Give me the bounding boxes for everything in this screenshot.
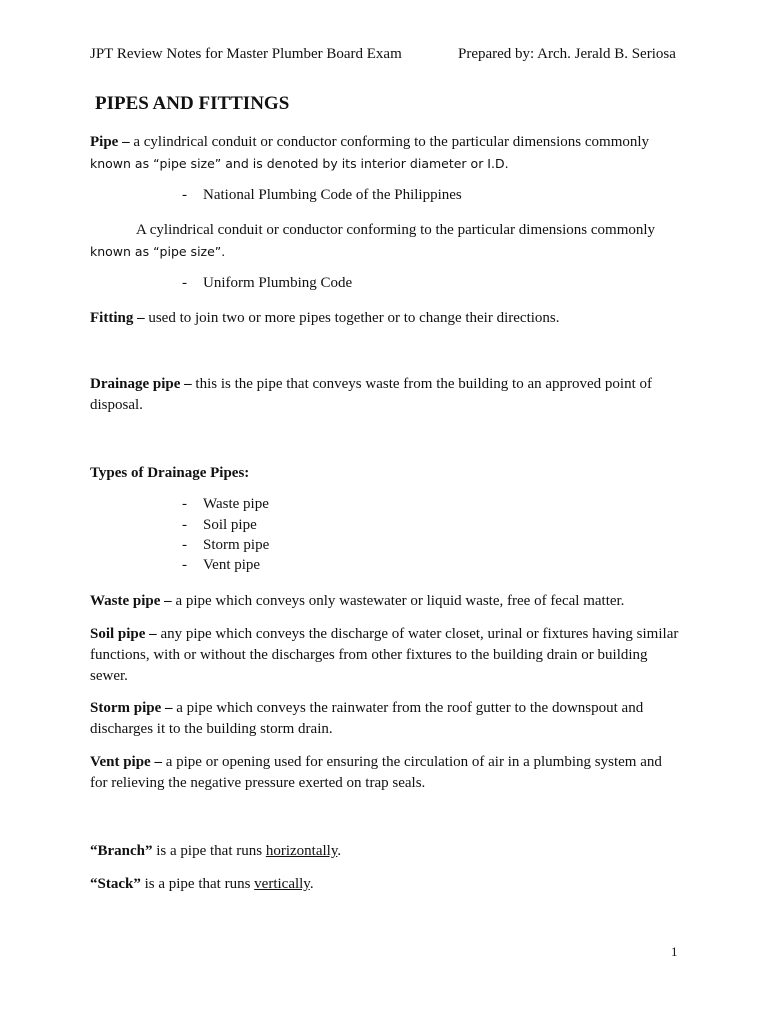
soil-text: any pipe which conveys the discharge of water closet, urinal or fixtures having similar functions, with or without the discharges from other fixtures to the building drain or building sewer.: [90, 626, 679, 684]
page-number: 1: [671, 944, 678, 959]
pipe-text-line1: a cylindrical conduit or conductor conforming to the particular dimensions commonly: [129, 134, 650, 150]
branch-definition: [90, 841, 680, 862]
stack-definition: [90, 874, 680, 895]
list-item-text: Soil pipe: [203, 517, 257, 533]
stack-end: .: [309, 876, 314, 892]
pipe-alt-definition: [90, 220, 680, 263]
stack-term: “Stack”: [90, 876, 141, 892]
pipe-text-line2: known as “pipe size” and is denoted by its interior diameter or I.D.: [90, 156, 509, 171]
pipe-alt-source-text: Uniform Plumbing Code: [203, 275, 353, 291]
soil-term: Soil pipe –: [90, 626, 157, 642]
storm-definition: [90, 698, 680, 740]
fitting-term: Fitting –: [90, 310, 145, 326]
branch-term: “Branch”: [90, 843, 153, 859]
header-left: JPT Review Notes for Master Plumber Board Exam: [90, 46, 402, 62]
drainage-term: Drainage pipe –: [90, 376, 192, 392]
branch-underlined: horizontally: [265, 843, 338, 859]
list-item-text: Waste pipe: [203, 496, 269, 512]
storm-text: a pipe which conveys the rainwater from the roof gutter to the downspout and discharges it to the building storm drain.: [90, 700, 644, 737]
dash: -: [182, 187, 187, 203]
waste-text: a pipe which conveys only wastewater or liquid waste, free of fecal matter.: [171, 593, 625, 609]
vent-term: Vent pipe –: [90, 754, 162, 770]
pipe-term: Pipe –: [90, 134, 130, 150]
pipe-alt-line2: known as “pipe size”.: [90, 244, 226, 259]
drainage-text: this is the pipe that conveys waste from the building to an approved point of disposal.: [90, 376, 652, 413]
waste-term: Waste pipe –: [90, 593, 172, 609]
soil-definition: [90, 624, 680, 687]
list-item-text: Storm pipe: [203, 537, 270, 553]
pipe-alt-line1: A cylindrical conduit or conductor conforming to the particular dimensions commonly: [136, 222, 656, 238]
pipe-definition: [90, 132, 680, 175]
branch-end: .: [337, 843, 342, 859]
types-heading: Types of Drainage Pipes:: [90, 465, 250, 481]
branch-text: is a pipe that runs: [152, 843, 266, 859]
fitting-text: used to join two or more pipes together or to change their directions.: [144, 310, 560, 326]
dash: -: [182, 275, 187, 291]
stack-text: is a pipe that runs: [140, 876, 255, 892]
header-right: Prepared by: Arch. Jerald B. Seriosa: [458, 46, 676, 62]
storm-term: Storm pipe –: [90, 700, 173, 716]
pipe-source-text: National Plumbing Code of the Philippines: [203, 187, 462, 203]
dash: -: [182, 537, 187, 553]
dash: -: [182, 557, 187, 573]
dash: -: [182, 496, 187, 512]
list-item-text: Vent pipe: [203, 557, 261, 573]
dash: -: [182, 517, 187, 533]
page-title: PIPES AND FITTINGS: [95, 93, 290, 114]
waste-definition: [90, 591, 680, 612]
fitting-definition: [90, 308, 680, 329]
vent-definition: [90, 752, 680, 794]
stack-underlined: vertically: [254, 876, 310, 892]
vent-text: a pipe or opening used for ensuring the circulation of air in a plumbing system and for relieving the negative pressure exerted on trap seals.: [90, 754, 662, 791]
drainage-definition: [90, 374, 680, 416]
